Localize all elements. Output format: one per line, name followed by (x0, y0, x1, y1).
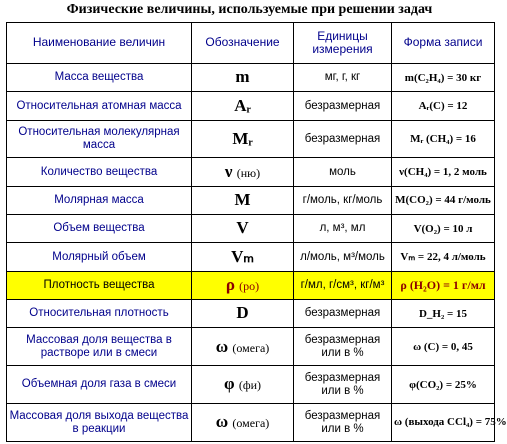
quantity-form: ω (C) = 0, 45 (392, 328, 495, 366)
quantity-units: безразмерная (294, 120, 392, 158)
quantity-units: г/моль, кг/моль (294, 186, 392, 214)
quantity-units: мг, г, кг (294, 64, 392, 92)
quantity-form: D_H₂ = 15 (392, 300, 495, 328)
quantity-symbol: V (236, 218, 249, 238)
quantity-units: безразмерная или в % (294, 328, 392, 366)
quantity-form: ρ (H₂O) = 1 г/мл (392, 271, 495, 299)
table-row (7, 366, 495, 404)
table-row (7, 328, 495, 366)
quantity-units: безразмерная (294, 92, 392, 120)
quantity-symbol-cell (192, 64, 294, 92)
quantity-symbol-cell (192, 328, 294, 366)
quantity-symbol-cell (192, 158, 294, 186)
quantity-symbol: ω (215, 336, 229, 356)
quantity-form: Aᵣ(C) = 12 (392, 92, 495, 120)
quantity-units: безразмерная (294, 300, 392, 328)
quantity-symbol-cell (192, 215, 294, 243)
table-row (7, 300, 495, 328)
header-units: Единицы измерения (294, 23, 392, 64)
quantity-symbol: Aᵣ (234, 95, 251, 115)
quantity-name: Относительная молекулярная масса (7, 120, 192, 158)
quantity-symbol: Mᵣ (232, 128, 253, 148)
quantity-form: V(O₂) = 10 л (392, 215, 495, 243)
quantity-symbol: D (236, 303, 249, 323)
header-form: Форма записи (392, 23, 495, 64)
quantity-form: Mᵣ (CH₄) = 16 (392, 120, 495, 158)
quantity-symbol: ρ (225, 275, 235, 295)
quantity-name: Массовая доля вещества в растворе или в смеси (7, 328, 192, 366)
header-name: Наименование величин (7, 23, 192, 64)
table-row (7, 92, 495, 120)
table-row (7, 120, 495, 158)
quantity-form: M(CO₂) = 44 г/моль (392, 186, 495, 214)
quantity-name: Количество вещества (7, 158, 192, 186)
table-row (7, 243, 495, 271)
quantity-symbol: ν (224, 161, 233, 181)
quantity-symbol-cell (192, 366, 294, 404)
quantity-symbol-cell (192, 300, 294, 328)
quantities-table (6, 22, 507, 442)
quantity-units: безразмерная или в % (294, 404, 392, 442)
quantity-symbol: Vₘ (231, 246, 254, 266)
table-row (7, 158, 495, 186)
quantity-name: Относительная плотность (7, 300, 192, 328)
quantity-units: л, м³, мл (294, 215, 392, 243)
quantity-name: Массовая доля выхода вещества в реакции (7, 404, 192, 442)
table-row (7, 64, 495, 92)
quantity-form: m(C₂H₄) = 30 кг (392, 64, 495, 92)
quantity-units: л/моль, м³/моль (294, 243, 392, 271)
quantity-units: г/мл, г/см³, кг/м³ (294, 271, 392, 299)
table-row (7, 186, 495, 214)
quantity-symbol: m (235, 67, 250, 87)
quantity-units: моль (294, 158, 392, 186)
quantity-name: Плотность вещества (7, 271, 192, 299)
quantity-symbol-cell (192, 404, 294, 442)
quantity-symbol: ω (215, 412, 229, 432)
quantity-symbol-note: (ро) (239, 279, 260, 294)
quantity-form: ω (выхода CCl₄) = 75% (392, 404, 495, 442)
quantity-symbol-note: (фи) (238, 378, 262, 393)
table-row (7, 404, 495, 442)
quantity-units: безразмерная или в % (294, 366, 392, 404)
page-title: Физические величины, используемые при решении задач (66, 2, 433, 17)
quantity-symbol-cell (192, 92, 294, 120)
quantity-symbol: M (234, 190, 251, 210)
quantity-symbol-cell (192, 186, 294, 214)
quantity-symbol-note: (ню) (236, 165, 261, 180)
quantity-symbol-cell (192, 271, 294, 299)
table-row (7, 271, 495, 299)
quantity-name: Молярный объем (7, 243, 192, 271)
quantity-name: Молярная масса (7, 186, 192, 214)
quantity-symbol: φ (223, 374, 235, 394)
table-header-row (7, 23, 495, 64)
quantity-name: Относительная атомная масса (7, 92, 192, 120)
quantity-name: Масса вещества (7, 64, 192, 92)
quantity-form: ν(CH₄) = 1, 2 моль (392, 158, 495, 186)
quantity-name: Объемная доля газа в смеси (7, 366, 192, 404)
table-body (7, 64, 507, 442)
quantity-name: Объем вещества (7, 215, 192, 243)
table-row (7, 215, 495, 243)
quantity-form: φ(CO₂) = 25% (392, 366, 495, 404)
quantity-symbol-note: (омега) (232, 416, 270, 431)
quantity-form: Vₘ = 22, 4 л/моль (392, 243, 495, 271)
header-symbol: Обозначение (192, 23, 294, 64)
quantity-symbol-cell (192, 120, 294, 158)
quantity-symbol-note: (омега) (232, 340, 270, 355)
quantity-symbol-cell (192, 243, 294, 271)
